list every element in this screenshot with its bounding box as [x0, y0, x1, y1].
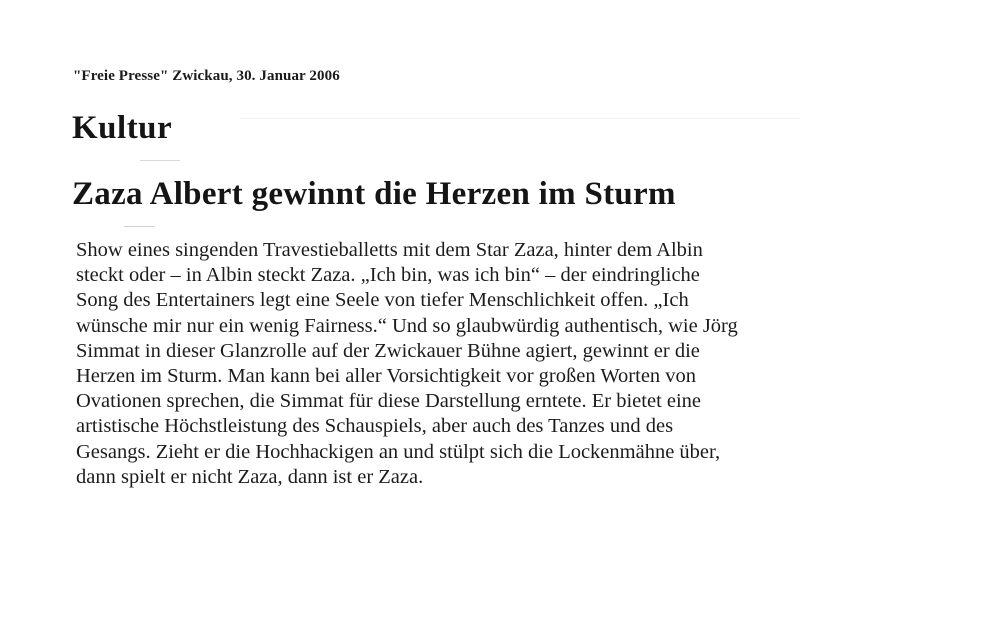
headline: Zaza Albert gewinnt die Herzen im Sturm — [72, 176, 676, 212]
body-line-6: Herzen im Sturm. Man kann bei aller Vorsichtigkeit vor großen Worten von — [76, 365, 697, 388]
scan-artifact — [140, 160, 180, 161]
article-body — [76, 238, 876, 490]
body-line-7: Ovationen sprechen, die Simmat für diese Darstellung erntete. Er bietet eine — [76, 390, 702, 413]
body-line-2: steckt oder – in Albin steckt Zaza. „Ich bin, was ich bin“ – der eindringliche — [76, 264, 700, 287]
scan-artifact — [240, 118, 800, 119]
scan-artifact — [124, 226, 154, 227]
section-title: Kultur — [72, 110, 173, 146]
body-line-9: Gesangs. Zieht er die Hochhackigen an und stülpt sich die Lockenmähne über, — [76, 440, 721, 463]
body-line-1: Show eines singenden Travestieballetts mit dem Star Zaza, hinter dem Albin — [76, 239, 703, 261]
source-line: "Freie Presse" Zwickau, 30. Januar 2006 — [73, 68, 340, 84]
body-line-8: artistische Höchstleistung des Schauspiels, aber auch des Tanzes und des — [76, 415, 674, 438]
body-line-3: Song des Entertainers legt eine Seele von tiefer Menschlichkeit offen. „Ich — [76, 289, 689, 312]
body-line-10: dann spielt er nicht Zaza, dann ist er Zaza. — [76, 465, 424, 488]
body-line-4: wünsche mir nur ein wenig Fairness.“ Und so glaubwürdig authentisch, wie Jörg — [76, 314, 738, 337]
body-line-5: Simmat in dieser Glanzrolle auf der Zwickauer Bühne agiert, gewinnt er die — [76, 339, 700, 362]
